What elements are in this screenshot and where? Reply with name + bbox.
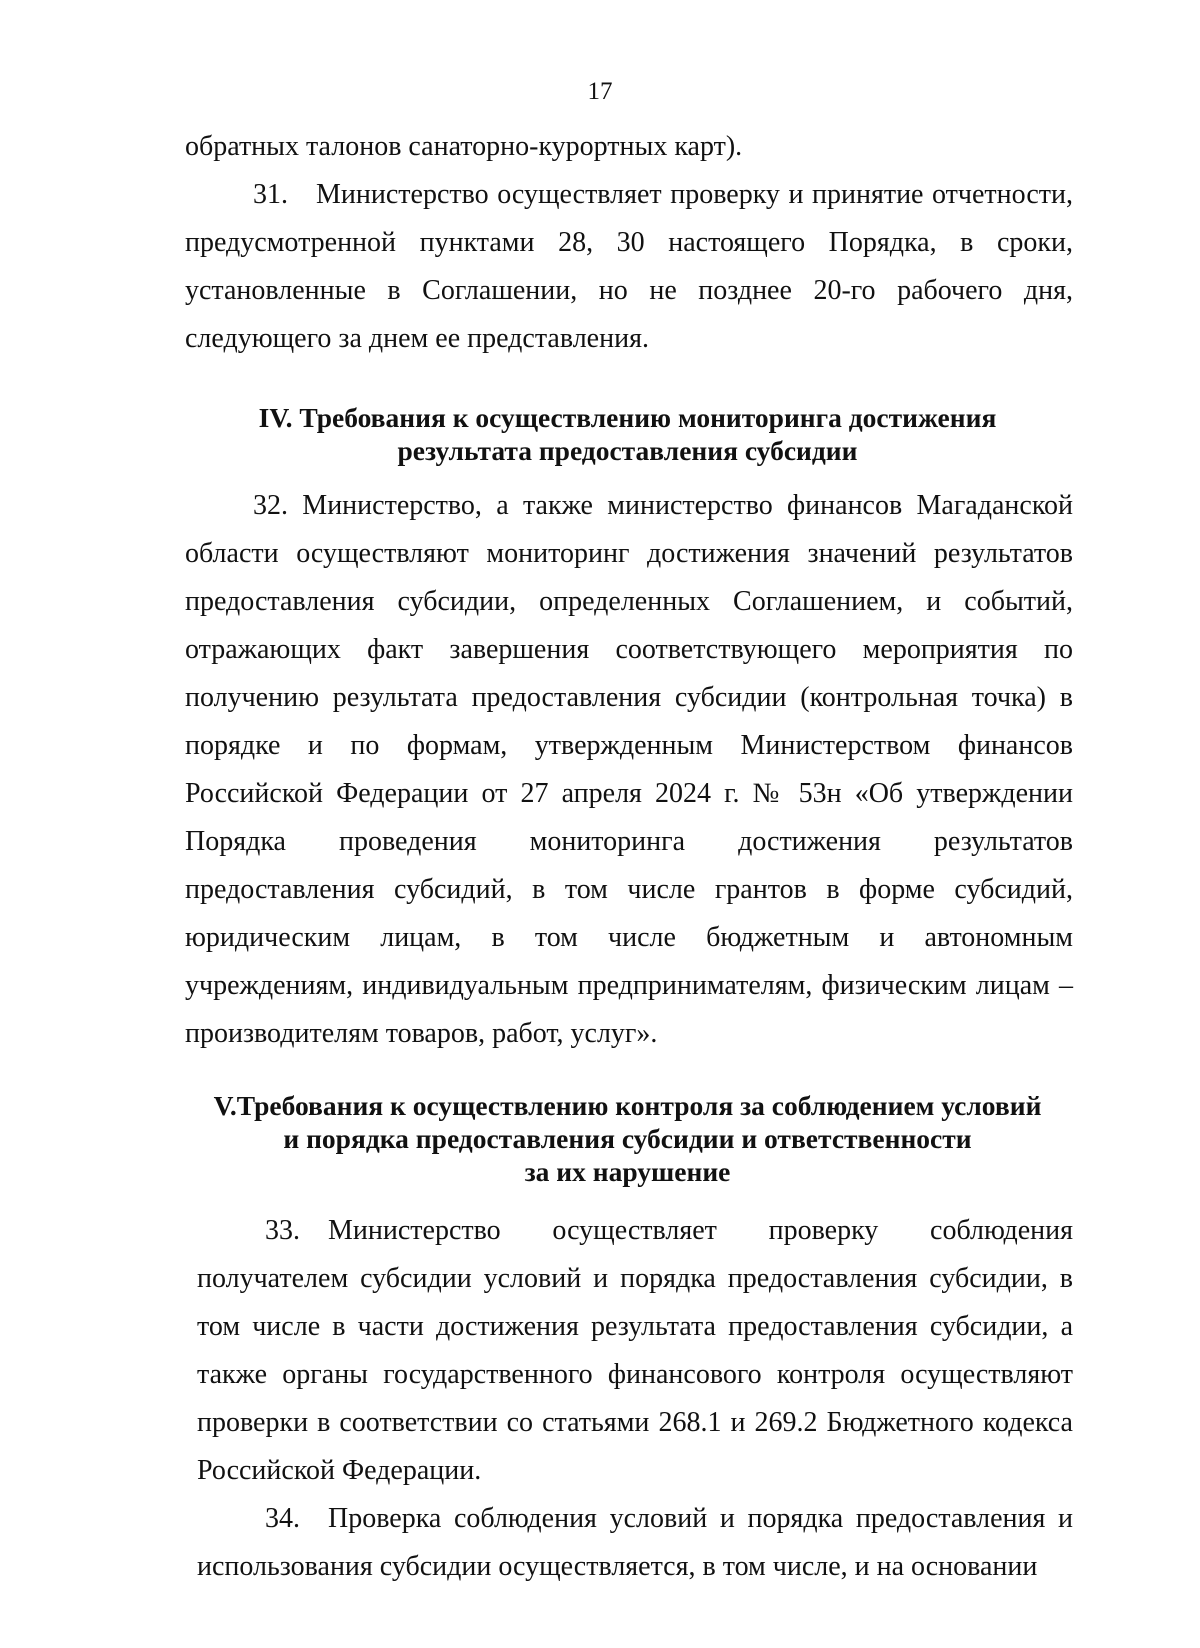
body-block-1 bbox=[185, 123, 1073, 363]
paragraph-33: 33. Министерство осуществляет проверку соблюдения получателем субсидии условий и порядка предоставления субсидии, в том числе в части достижения результата предоставления субсидии, а также органы государственного финансового контроля осуществляют проверки в соответствии со статьями 268.1 и 269.2 Бюджетного кодекса Российской Федерации. bbox=[197, 1215, 1073, 1486]
section-heading-v-line-3: за их нарушение bbox=[524, 1156, 731, 1187]
body-block-2 bbox=[185, 482, 1073, 1058]
section-heading-iv bbox=[120, 401, 1135, 467]
section-heading-v bbox=[120, 1089, 1135, 1188]
section-heading-iv-line-1: IV. Требования к осуществлению мониторинга достижения bbox=[258, 402, 997, 433]
paragraph-31: 31. Министерство осуществляет проверку и принятие отчетности, предусмотренной пунктами 28, 30 настоящего Порядка, в сроки, установленные в Соглашении, но не позднее 20-го рабочего дня, следующего за днем ее представления. bbox=[185, 179, 1073, 354]
page-number: 17 bbox=[587, 78, 613, 105]
paragraph-34: 34. Проверка соблюдения условий и порядка предоставления и использования субсидии осуществляется, в том числе, и на основании bbox=[197, 1503, 1073, 1582]
paragraph-32: 32. Министерство, а также министерство финансов Магаданской области осуществляют мониторинг достижения значений результатов предоставления субсидии, определенных Соглашением, и событий, отражающих факт завершения соответствующего мероприятия по получению результата предоставления субсидии (контрольная точка) в порядке и по формам, утвержденным Министерством финансов Российской Федерации от 27 апреля 2024 г. № 53н «Об утверждении Порядка проведения мониторинга достижения результатов предоставления субсидий, в том числе грантов в форме субсидий, юридическим лицам, в том числе бюджетным и автономным учреждениям, индивидуальным предпринимателям, физическим лицам – производителям товаров, работ, услуг». bbox=[185, 490, 1073, 1049]
body-block-3 bbox=[197, 1207, 1073, 1591]
section-heading-v-line-2: и порядка предоставления субсидии и ответственности bbox=[283, 1123, 972, 1154]
section-heading-v-line-1: V.Требования к осуществлению контроля за соблюдением условий bbox=[213, 1090, 1042, 1121]
section-heading-iv-line-2: результата предоставления субсидии bbox=[397, 435, 858, 466]
paragraph-continuation: обратных талонов санаторно-курортных карт). bbox=[185, 131, 743, 162]
